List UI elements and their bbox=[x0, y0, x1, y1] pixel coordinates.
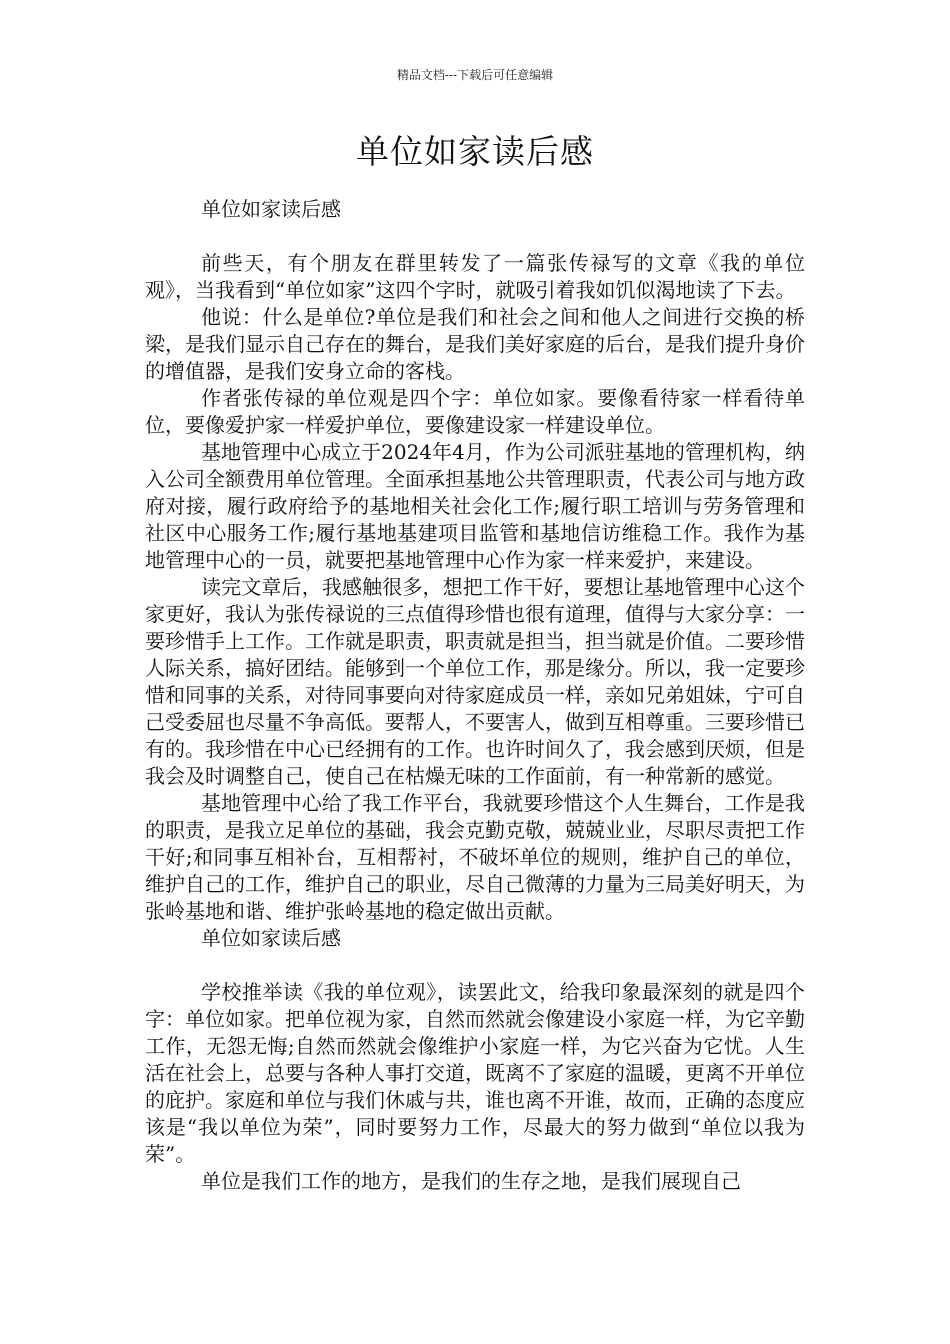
section-heading: 单位如家读后感 bbox=[201, 926, 341, 950]
paragraph: 作者张传禄的单位观是四个字：单位如家。要像看待家一样看待单位，要像爱护家一样爱护单位，要像建设家一样建设单位。 bbox=[145, 386, 805, 437]
paragraph: 前些天，有个朋友在群里转发了一篇张传禄写的文章《我的单位观》，当我看到“单位如家”这四个字时，就吸引着我如饥似渴地读了下去。 bbox=[145, 251, 805, 302]
paragraph: 基地管理中心成立于2024年4月，作为公司派驻基地的管理机构，纳入公司全额费用单位管理。全面承担基地公共管理职责，代表公司与地方政府对接，履行政府给予的基地相关社会化工作;履行职工培训与劳务管理和社区中心服务工作;履行基地基建项目监管和基地信访维稳工作。我作为基地管理中心的一员，就要把基地管理中心作为家一样来爱护，来建设。 bbox=[145, 440, 805, 572]
document-title: 单位如家读后感 bbox=[356, 132, 594, 171]
section-heading: 单位如家读后感 bbox=[201, 197, 341, 221]
paragraph: 他说：什么是单位?单位是我们和社会之间和他人之间进行交换的桥梁，是我们显示自己存在的舞台，是我们美好家庭的后台，是我们提升身价的增值器，是我们安身立命的客栈。 bbox=[145, 305, 805, 383]
blank-line bbox=[145, 952, 805, 979]
paragraph: 基地管理中心给了我工作平台，我就要珍惜这个人生舞台，工作是我的职责，是我立足单位的基础，我会克勤克敬，兢兢业业，尽职尽责把工作干好;和同事互相补台，互相帮衬，不破坏单位的规则，维护自己的单位，维护自己的工作，维护自己的职业，尽自己微薄的力量为三局美好明天，为张岭基地和谐、维护张岭基地的稳定做出贡献。 bbox=[145, 791, 805, 923]
paragraph: 学校推举读《我的单位观》，读罢此文，给我印象最深刻的就是四个字：单位如家。把单位视为家，自然而然就会像建设小家庭一样，为它辛勤工作，无怨无悔;自然而然就会像维护小家庭一样，为它兴奋为它忧。人生活在社会上，总要与各种人事打交道，既离不了家庭的温暖，更离不开单位的庇护。家庭和单位与我们休戚与共，谁也离不开谁，故而，正确的态度应该是“我以单位为荣”，同时要努力工作，尽最大的努力做到“单位以我为荣”。 bbox=[145, 980, 805, 1166]
paragraph: 读完文章后，我感触很多，想把工作干好，要想让基地管理中心这个家更好，我认为张传禄说的三点值得珍惜也很有道理，值得与大家分享：一要珍惜手上工作。工作就是职责，职责就是担当，担当就是价值。二要珍惜人际关系，搞好团结。能够到一个单位工作，那是缘分。所以，我一定要珍惜和同事的关系，对待同事要向对待家庭成员一样，亲如兄弟姐妹，宁可自己受委屈也尽量不争高低。要帮人，不要害人，做到互相尊重。三要珍惜已有的。我珍惜在中心已经拥有的工作。也许时间久了，我会感到厌烦，但是我会及时调整自己，使自己在枯燥无味的工作面前，有一种常新的感觉。 bbox=[145, 575, 805, 788]
blank-line bbox=[145, 223, 805, 250]
paragraph: 单位是我们工作的地方，是我们的生存之地，是我们展现自己 bbox=[201, 1169, 741, 1193]
header-note: 精品文档---下载后可任意编辑 bbox=[396, 68, 554, 82]
document-body bbox=[145, 196, 805, 1195]
